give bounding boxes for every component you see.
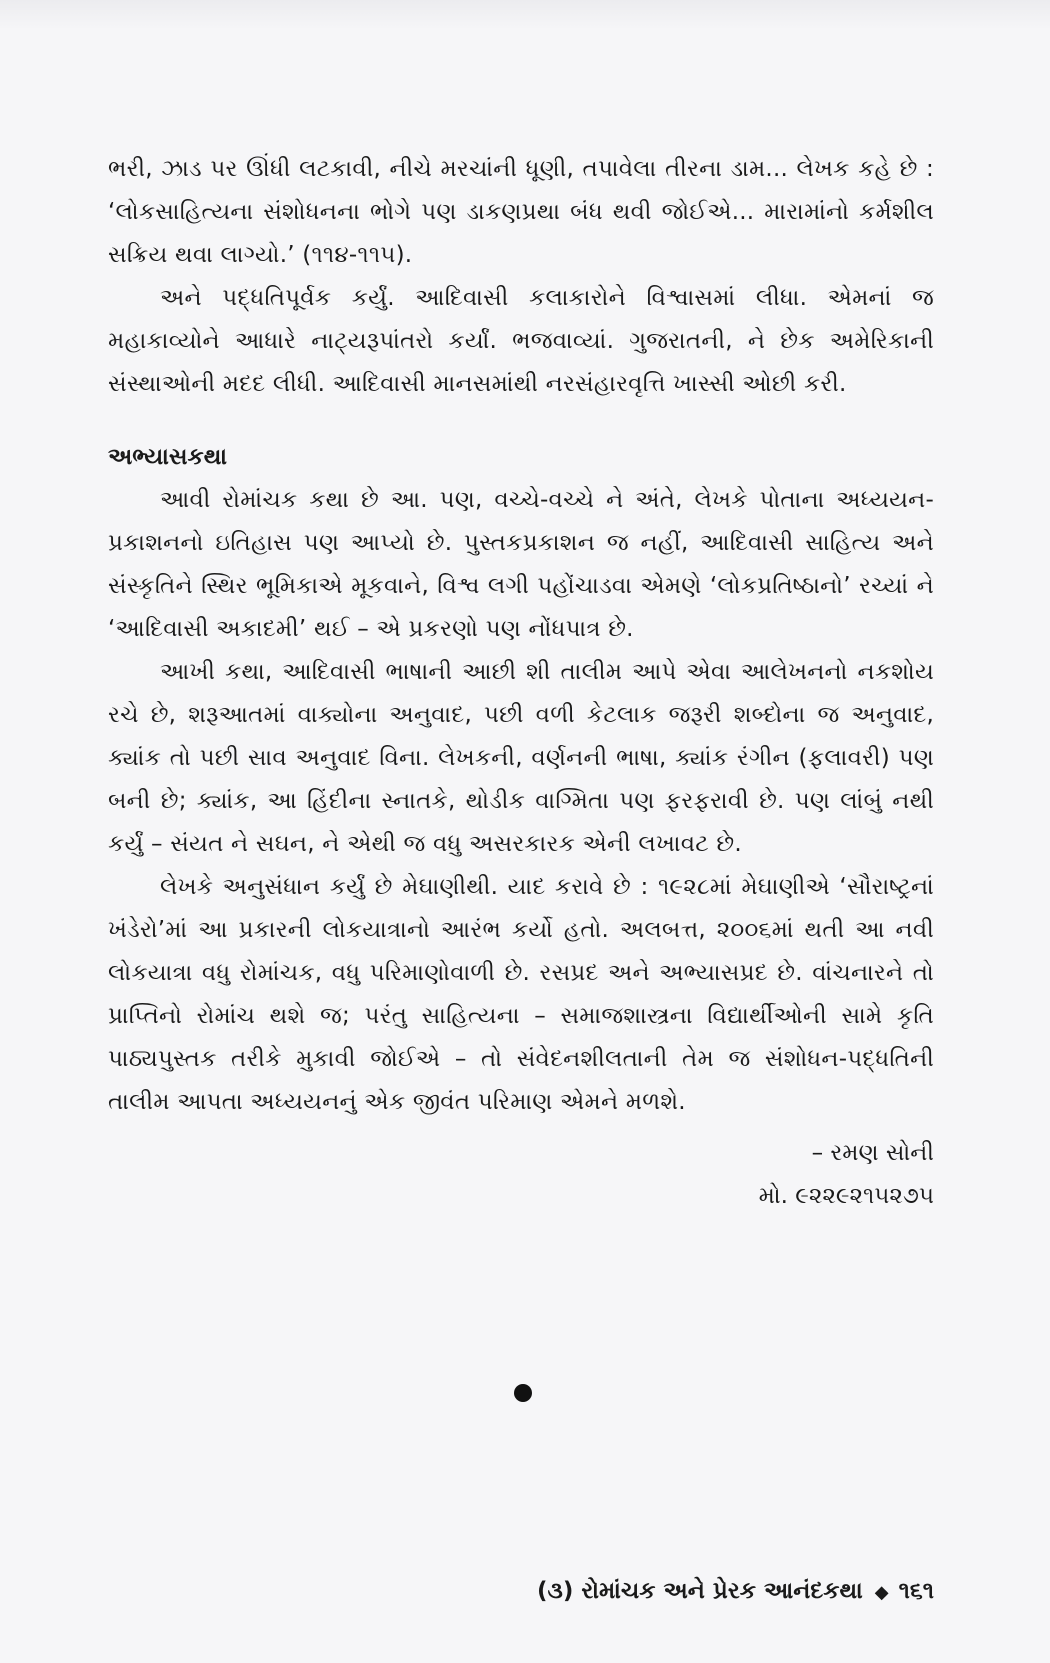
signature-block — [108, 1132, 934, 1218]
paragraph-4: આખી કથા, આદિવાસી ભાષાની આછી શી તાલીમ આપે એવા આલેખનનો નકશોય રચે છે, શરૂઆતમાં વાક્યોના અનુવાદ, પછી વળી કેટલાક જરૂરી શબ્દોના જ અનુવાદ, ક્યાંક તો પછી સાવ અનુવાદ વિના. લેખકની, વર્ણનની ભાષા, ક્યાંક રંગીન (ફલાવરી) પણ બની છે; ક્યાંક, આ હિંદીના સ્નાતકે, થોડીક વાગ્મિતા પણ ફરફરાવી છે. પણ લાંબું નથી કર્યું – સંયત ને સઘન, ને એથી જ વધુ અસરકારક એની લખાવટ છે. — [108, 659, 934, 857]
paragraph-5: લેખકે અનુસંધાન કર્યું છે મેઘાણીથી. યાદ કરાવે છે : ૧૯૨૮માં મેઘાણીએ ‘સૌરાષ્ટ્રનાં ખંડેરો’માં આ પ્રકારની લોકયાત્રાનો આરંભ કર્યો હતો. અલબત્ત, ૨૦૦૬માં થતી આ નવી લોકયાત્રા વધુ રોમાંચક, વધુ પરિમાણોવાળી છે. રસપ્રદ અને અભ્યાસપ્રદ છે. વાંચનારને તો પ્રાપ્તિનો રોમાંચ થશે જ; પરંતુ સાહિત્યના – સમાજશાસ્ત્રના વિદ્યાર્થીઓની સામે કૃતિ પાઠ્યપુસ્તક તરીકે મુકાવી જોઈએ – તો સંવેદનશીલતાની તેમ જ સંશોધન-પદ્ધતિની તાલીમ આપતા અધ્યયનનું એક જીવંત પરિમાણ એમને મળશે. — [108, 874, 934, 1115]
section-heading: અભ્યાસકથા — [108, 444, 228, 470]
paragraph-1: ભરી, ઝાડ પર ઊંધી લટકાવી, નીચે મરચાંની ધૂણી, તપાવેલા તીરના ડામ... લેખક કહે છે : ‘લોકસાહિત્યના સંશોધનના ભોગે પણ ડાકણપ્રથા બંધ થવી જોઈએ... મારામાંનો કર્મશીલ સક્રિય થવા લાગ્યો.’ (૧૧૪-૧૧૫). — [108, 156, 934, 268]
diamond-icon: ◆ — [874, 1582, 889, 1603]
author-phone: મો. ૯૨૨૯૨૧૫૨૭૫ — [758, 1183, 934, 1209]
page-top-edge — [0, 0, 1050, 30]
paragraph-3: આવી રોમાંચક કથા છે આ. પણ, વચ્ચે-વચ્ચે ને અંતે, લેખકે પોતાના અધ્યયન-પ્રકાશનનો ઇતિહાસ પણ આપ્યો છે. પુસ્તકપ્રકાશન જ નહીં, આદિવાસી સાહિત્ય અને સંસ્કૃતિને સ્થિર ભૂમિકાએ મૂકવાને, વિશ્વ લગી પહોંચાડવા એમણે ‘લોકપ્રતિષ્ઠાનો’ રચ્યાં ને ‘આદિવાસી અકાદમી’ થઈ – એ પ્રકરણો પણ નોંધપાત્ર છે. — [108, 487, 934, 642]
body-text — [108, 148, 934, 1218]
paragraph-2: અને પદ્ધતિપૂર્વક કર્યું. આદિવાસી કલાકારોને વિશ્વાસમાં લીધા. એમનાં જ મહાકાવ્યોને આધારે નાટ્યરૂપાંતરો કર્યાં. ભજવાવ્યાં. ગુજરાતની, ને છેક અમેરિકાની સંસ્થાઓની મદદ લીધી. આદિવાસી માનસમાંથી નરસંહારવૃત્તિ ખાસ્સી ઓછી કરી. — [108, 285, 934, 397]
footer-section-title: (૩) રોમાંચક અને પ્રેરક આનંદકથા — [536, 1578, 863, 1604]
page-footer — [537, 1570, 934, 1614]
page-number: ૧૬૧ — [898, 1578, 934, 1604]
section-end-bullet — [514, 1384, 532, 1402]
author-name: – રમણ સોની — [811, 1140, 934, 1166]
